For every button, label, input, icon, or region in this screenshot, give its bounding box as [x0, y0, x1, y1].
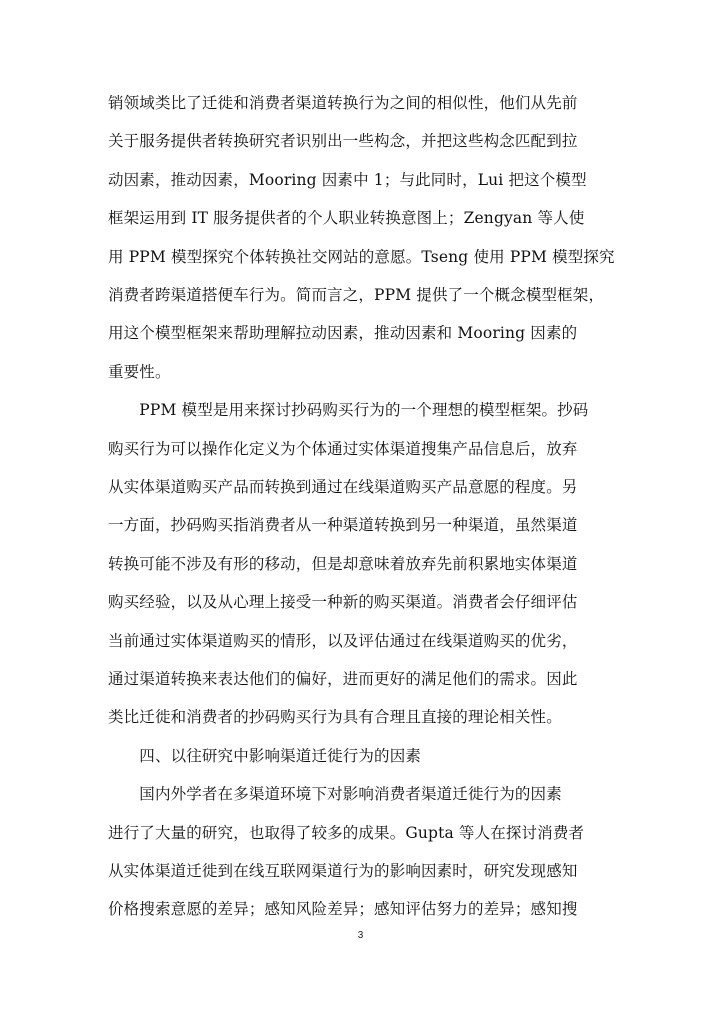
text-line: 一方面，抄码购买指消费者从一种渠道转换到另一种渠道，虽然渠道: [108, 516, 578, 535]
text-line: 购买经验，以及从心理上接受一种新的购买渠道。消费者会仔细评估: [108, 593, 578, 612]
section-heading: 四、以往研究中影响渠道迁徙行为的因素: [108, 746, 422, 765]
text-line: 购买行为可以操作化定义为个体通过实体渠道搜集产品信息后，放弃: [108, 439, 578, 458]
text-line: 动因素，推动因素，Mooring 因素中 1；与此同时，Lui 把这个模型: [108, 170, 587, 189]
text-line: 通过渠道转换来表达他们的偏好，进而更好的满足他们的需求。因此: [108, 670, 578, 688]
text-line: 消费者跨渠道搭便车行为。简而言之，PPM 提供了一个概念模型框架，: [108, 286, 605, 304]
text-line: 当前通过实体渠道购买的情形，以及评估通过在线渠道购买的优劣，: [108, 631, 578, 650]
text-line: 国内外学者在多渠道环境下对影响消费者渠道迁徙行为的因素: [108, 785, 562, 804]
text-line: 重要性。: [108, 362, 171, 381]
text-line: 从实体渠道迁徙到在线互联网渠道行为的影响因素时，研究发现感知: [108, 862, 578, 880]
text-line: 价格搜索意愿的差异；感知风险差异；感知评估努力的差异；感知搜: [108, 900, 578, 919]
text-line: PPM 模型是用来探讨抄码购买行为的一个理想的模型框架。抄码: [108, 401, 589, 420]
text-line: 进行了大量的研究，也取得了较多的成果。Gupta 等人在探讨消费者: [108, 823, 585, 842]
text-line: 销领域类比了迁徙和消费者渠道转换行为之间的相似性，他们从先前: [108, 94, 578, 112]
page-number: 3: [357, 930, 364, 941]
text-line: 框架运用到 IT 服务提供者的个人职业转换意图上；Zengyan 等人使: [108, 209, 585, 228]
text-line: 关于服务提供者转换研究者识别出一些构念，并把这些构念匹配到拉: [108, 132, 578, 151]
text-line: 用这个模型框架来帮助理解拉动因素，推动因素和 Mooring 因素的: [108, 324, 578, 343]
text-line: 转换可能不涉及有形的移动，但是却意味着放弃先前积累地实体渠道: [108, 554, 578, 573]
text-line: 类比迁徙和消费者的抄码购买行为具有合理且直接的理论相关性。: [108, 708, 562, 727]
text-line: 从实体渠道购买产品而转换到通过在线渠道购买产品意愿的程度。另: [108, 478, 578, 496]
text-line: 用 PPM 模型探究个体转换社交网站的意愿。Tseng 使用 PPM 模型探究: [108, 247, 615, 266]
